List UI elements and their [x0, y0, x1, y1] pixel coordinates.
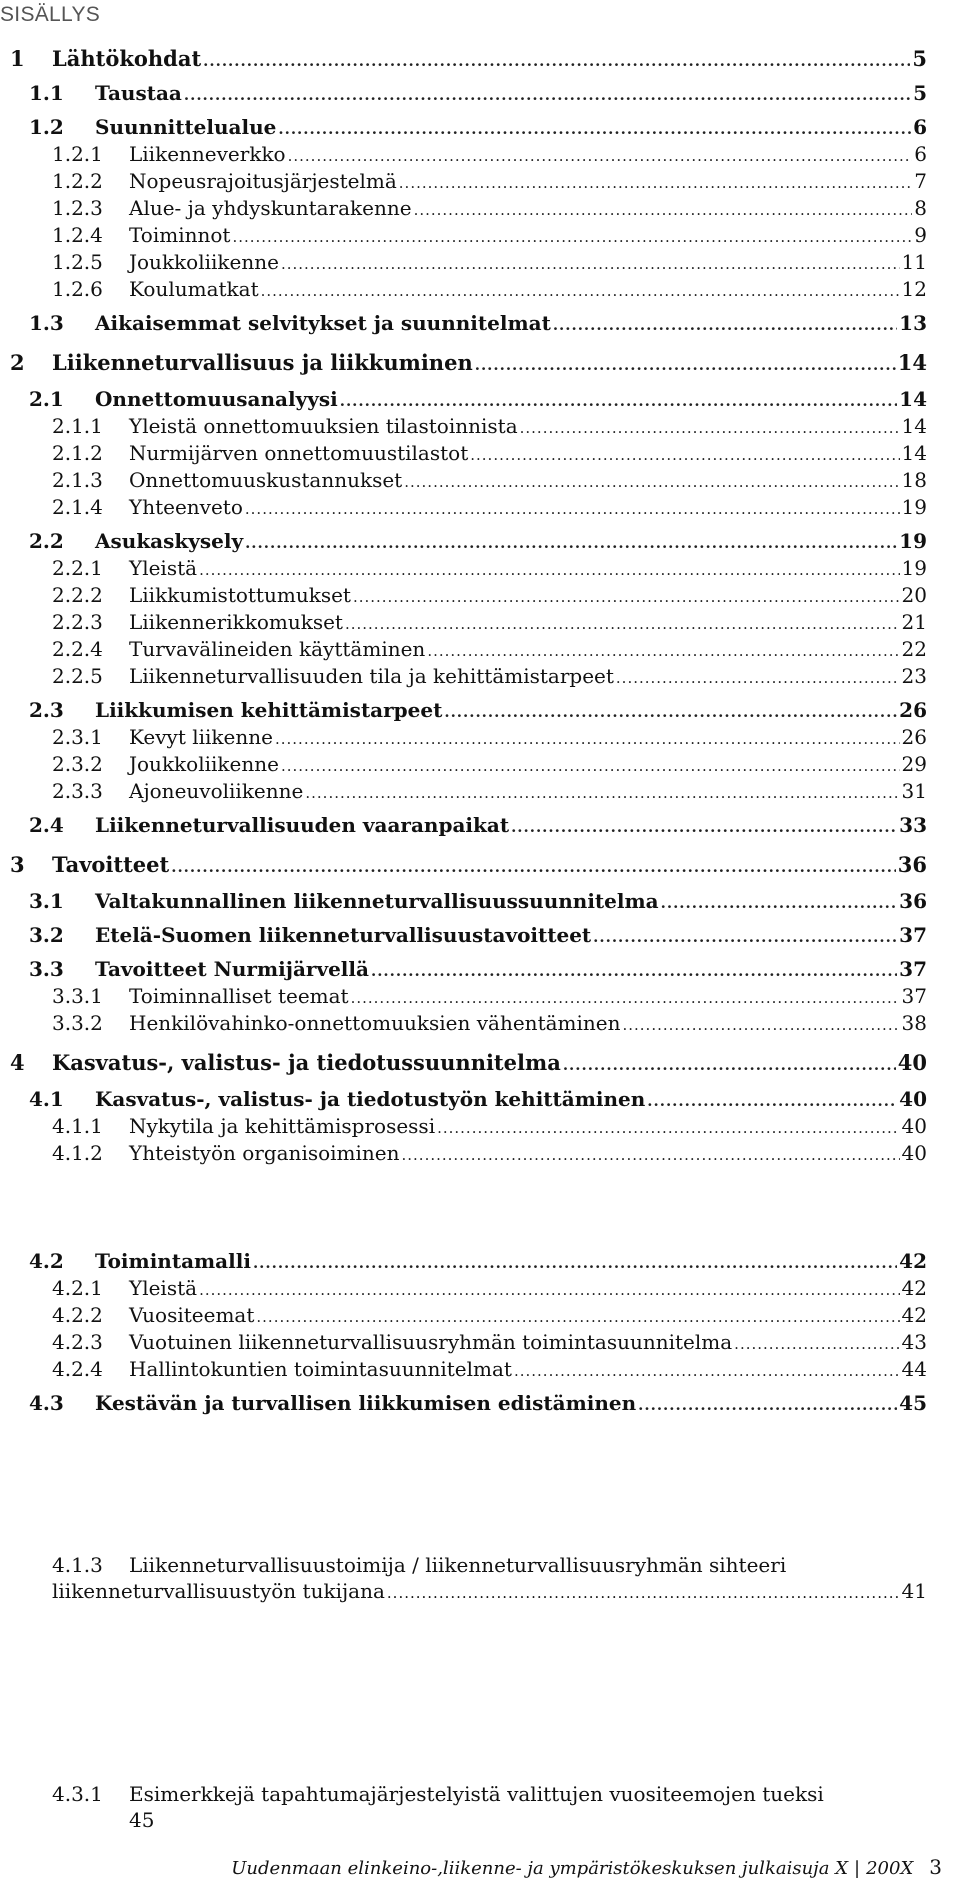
toc-entry-number: 1.2.2 [52, 169, 103, 193]
toc-entry[interactable] [29, 922, 927, 950]
toc-entry-page: 13 [899, 311, 927, 335]
toc-entry-page: 42 [901, 1303, 927, 1327]
toc-entry-number: 1.2.3 [52, 196, 103, 220]
toc-entry[interactable] [10, 852, 927, 880]
toc-leader-dots [622, 1012, 899, 1038]
toc-entry-title: Valtakunnallinen liikenneturvallisuussuunnitelma [95, 889, 659, 913]
toc-leader-dots [253, 1250, 897, 1276]
toc-leader-dots [475, 352, 896, 378]
toc-entry[interactable] [52, 467, 927, 495]
toc-entry[interactable] [52, 1302, 927, 1330]
toc-entry-page: 36 [897, 852, 927, 877]
toc-entry-number: 4.1.1 [52, 1114, 103, 1138]
toc-leader-dots [514, 1358, 900, 1384]
toc-leader-dots [399, 170, 912, 196]
toc-entry-number: 4.1.2 [52, 1141, 103, 1165]
toc-entry-number: 2.2.4 [52, 637, 103, 661]
toc-entry-title: Onnettomuusanalyysi [95, 387, 338, 411]
toc-entry-number: 2.3.3 [52, 779, 103, 803]
toc-leader-dots [305, 780, 899, 806]
toc-entry-title: Liikenneturvallisuus ja liikkuminen [52, 350, 473, 375]
toc-leader-dots [661, 890, 898, 916]
toc-entry[interactable] [29, 114, 927, 142]
toc-entry-page: 19 [901, 495, 927, 519]
toc-entry-page: 36 [899, 889, 927, 913]
toc-entry[interactable] [52, 440, 927, 468]
toc-entry-title: Esimerkkejä tapahtumajärjestelyistä valittujen vuositeemojen tueksi [129, 1782, 824, 1806]
toc-entry-number: 3.2 [29, 923, 64, 947]
toc-entry[interactable] [52, 724, 927, 752]
toc-entry-number: 1.2 [29, 115, 64, 139]
toc-entry[interactable] [52, 141, 927, 169]
toc-entry[interactable] [52, 249, 927, 277]
toc-entry-number: 2.2.5 [52, 664, 103, 688]
toc-entry-number: 2 [10, 350, 25, 375]
toc-entry-title: Aikaisemmat selvitykset ja suunnitelmat [95, 311, 551, 335]
toc-leader-dots [520, 415, 900, 441]
toc-entry-page: 40 [899, 1087, 927, 1111]
toc-leader-dots [593, 924, 897, 950]
toc-entry-page: 19 [901, 556, 927, 580]
toc-leader-dots [734, 1331, 899, 1357]
toc-entry[interactable] [52, 1275, 927, 1303]
toc-entry[interactable] [52, 1329, 927, 1357]
toc-entry-page: 45 [129, 1808, 155, 1832]
toc-entry-page: 14 [901, 441, 927, 465]
toc-entry-page: 19 [899, 529, 927, 553]
toc-entry-number: 2.1 [29, 387, 64, 411]
toc-entry-wrapped[interactable] [52, 1552, 927, 1606]
toc-entry-title: Liikenneverkko [129, 142, 286, 166]
toc-entry-number: 4 [10, 1050, 25, 1075]
toc-entry-page: 11 [901, 250, 927, 274]
toc-entry[interactable] [52, 582, 927, 610]
toc-leader-dots [199, 557, 899, 583]
toc-leader-dots [351, 985, 900, 1011]
toc-entry[interactable] [52, 609, 927, 637]
toc-entry-title: Kevyt liikenne [129, 725, 273, 749]
toc-entry-title: Yleistä onnettomuuksien tilastoinnista [129, 414, 518, 438]
page-heading: SISÄLLYS [0, 3, 101, 26]
toc-entry-title: Toimintamalli [95, 1249, 251, 1273]
toc-leader-dots [647, 1088, 897, 1114]
toc-entry-title: Yhteistyön organisoiminen [129, 1141, 400, 1165]
toc-leader-dots [245, 496, 900, 522]
toc-entry-page: 33 [899, 813, 927, 837]
toc-entry-title: Liikkumistottumukset [129, 583, 351, 607]
toc-entry-number: 4.2.4 [52, 1357, 103, 1381]
toc-leader-dots [387, 1580, 900, 1606]
toc-entry[interactable] [29, 386, 927, 414]
toc-entry[interactable] [52, 1010, 927, 1038]
footer-year: 200X [866, 1858, 914, 1879]
toc-leader-dots [353, 584, 900, 610]
toc-entry[interactable] [52, 555, 927, 583]
toc-entry[interactable] [29, 310, 927, 338]
toc-leader-dots [232, 224, 912, 250]
toc-entry-number: 2.2.1 [52, 556, 103, 580]
toc-entry-title: Joukkoliikenne [129, 250, 279, 274]
toc-entry[interactable] [52, 222, 927, 250]
toc-entry-page: 45 [899, 1391, 927, 1415]
toc-entry-title: Tavoitteet Nurmijärvellä [95, 957, 369, 981]
toc-entry-title: Yleistä [129, 1276, 198, 1300]
toc-entry-page: 40 [897, 1050, 927, 1075]
toc-entry-title: Liikenneturvallisuustoimija / liikenneturvallisuusryhmän sihteeri [129, 1553, 787, 1577]
toc-leader-dots [256, 1304, 899, 1330]
toc-entry-title: Vuotuinen liikenneturvallisuusryhmän toimintasuunnitelma [129, 1330, 733, 1354]
toc-entry-number: 4.3.1 [52, 1782, 103, 1806]
toc-entry-number: 4.3 [29, 1391, 64, 1415]
toc-entry[interactable] [52, 168, 927, 196]
toc-entry-title: Kasvatus-, valistus- ja tiedotustyön kehittäminen [95, 1087, 646, 1111]
toc-entry-number: 1.2.6 [52, 277, 103, 301]
toc-entry[interactable] [29, 1390, 927, 1418]
toc-entry[interactable] [52, 1140, 927, 1168]
page-footer [231, 1855, 942, 1879]
toc-entry-title: Liikenneturvallisuuden vaaranpaikat [95, 813, 510, 837]
toc-entry-number: 1.3 [29, 311, 64, 335]
toc-entry-title: Suunnittelualue [95, 115, 277, 139]
footer-publication-text: Uudenmaan elinkeino-,liikenne- ja ympäristökeskuksen julkaisuja X [231, 1858, 849, 1879]
toc-entry-page: 14 [897, 350, 927, 375]
toc-entry[interactable] [52, 276, 927, 304]
toc-entry-title: Ajoneuvoliikenne [129, 779, 304, 803]
toc-entry-number: 4.2.2 [52, 1303, 103, 1327]
toc-entry-page: 9 [914, 223, 927, 247]
toc-entry-title: Lähtökohdat [52, 46, 202, 71]
toc-leader-dots [444, 699, 897, 725]
toc-entry-page: 37 [901, 984, 927, 1008]
toc-entry-number: 2.2.3 [52, 610, 103, 634]
toc-entry-number: 2.4 [29, 813, 64, 837]
toc-entry[interactable] [29, 697, 927, 725]
toc-entry-title-continued: liikenneturvallisuustyön tukijana [52, 1579, 385, 1603]
toc-entry-title: Nykytila ja kehittämisprosessi [129, 1114, 436, 1138]
toc-entry[interactable] [29, 812, 927, 840]
toc-entry[interactable] [52, 494, 927, 522]
toc-entry-page: 31 [901, 779, 927, 803]
toc-leader-dots [184, 82, 911, 108]
toc-entry-page: 20 [901, 583, 927, 607]
toc-leader-dots [404, 469, 899, 495]
toc-entry-title: Hallintokuntien toimintasuunnitelmat [129, 1357, 512, 1381]
toc-entry[interactable] [10, 350, 927, 378]
toc-leader-dots [199, 1277, 899, 1303]
toc-leader-dots [281, 753, 900, 779]
toc-entry-page: 37 [899, 957, 927, 981]
toc-leader-dots [340, 388, 897, 414]
toc-entry[interactable] [52, 1356, 927, 1384]
toc-entry-page: 29 [901, 752, 927, 776]
toc-leader-dots [511, 814, 897, 840]
toc-entry-title: Kasvatus-, valistus- ja tiedotussuunnitelma [52, 1050, 561, 1075]
toc-entry[interactable] [52, 413, 927, 441]
toc-entry-number: 2.1.2 [52, 441, 103, 465]
toc-leader-dots [437, 1115, 899, 1141]
toc-entry-number: 3 [10, 852, 25, 877]
toc-entry-title: Liikkumisen kehittämistarpeet [95, 698, 443, 722]
toc-entry[interactable] [10, 46, 927, 74]
toc-entry-number: 4.2 [29, 1249, 64, 1273]
toc-entry-title: Onnettomuuskustannukset [129, 468, 403, 492]
toc-entry-title: Toiminnalliset teemat [129, 984, 349, 1008]
toc-entry[interactable] [29, 888, 927, 916]
toc-entry-number: 2.2.2 [52, 583, 103, 607]
toc-entry[interactable] [29, 80, 927, 108]
toc-entry-number: 2.3.1 [52, 725, 103, 749]
toc-entry-number: 3.3.1 [52, 984, 103, 1008]
toc-entry-number: 1 [10, 46, 25, 71]
toc-entry-page: 6 [913, 115, 927, 139]
toc-entry-number: 4.1 [29, 1087, 64, 1111]
toc-entry-page: 5 [913, 81, 927, 105]
toc-entry-page: 43 [901, 1330, 927, 1354]
toc-entry-page: 5 [912, 46, 927, 71]
toc-entry[interactable] [29, 528, 927, 556]
toc-entry[interactable] [52, 195, 927, 223]
toc-entry-page: 14 [899, 387, 927, 411]
toc-leader-dots [553, 312, 897, 338]
toc-entry-title: Taustaa [95, 81, 182, 105]
toc-entry[interactable] [29, 956, 927, 984]
toc-entry-number: 2.1.3 [52, 468, 103, 492]
toc-leader-dots [345, 611, 900, 637]
toc-leader-dots [563, 1052, 896, 1078]
toc-leader-dots [616, 665, 900, 691]
toc-entry-number: 2.1.4 [52, 495, 103, 519]
toc-entry-title: Liikennerikkomukset [129, 610, 343, 634]
toc-entry-page: 38 [901, 1011, 927, 1035]
toc-entry-number: 4.2.3 [52, 1330, 103, 1354]
toc-entry-title: Yhteenveto [129, 495, 243, 519]
toc-leader-dots [281, 251, 900, 277]
toc-entry-number: 2.2 [29, 529, 64, 553]
toc-entry-page: 12 [901, 277, 927, 301]
toc-entry-title: Henkilövahinko-onnettomuuksien vähentäminen [129, 1011, 621, 1035]
toc-entry-page: 21 [901, 610, 927, 634]
toc-entry-page: 22 [901, 637, 927, 661]
toc-leader-dots [245, 530, 897, 556]
toc-entry-page: 23 [901, 664, 927, 688]
toc-entry-title: Tavoitteet [52, 852, 170, 877]
toc-entry-number: 1.2.1 [52, 142, 103, 166]
toc-entry-page: 26 [901, 725, 927, 749]
toc-entry-page: 7 [914, 169, 927, 193]
toc-leader-dots [288, 143, 913, 169]
toc-leader-dots [427, 638, 899, 664]
toc-entry-last[interactable] [52, 1781, 927, 1833]
toc-entry[interactable] [29, 1248, 927, 1276]
toc-entry-page: 42 [901, 1276, 927, 1300]
toc-entry[interactable] [52, 778, 927, 806]
toc-entry-number: 1.2.5 [52, 250, 103, 274]
toc-leader-dots [470, 442, 899, 468]
toc-entry-page: 44 [901, 1357, 927, 1381]
toc-entry-page: 42 [899, 1249, 927, 1273]
toc-entry-number: 2.3.2 [52, 752, 103, 776]
toc-entry[interactable] [52, 751, 927, 779]
toc-leader-dots [278, 116, 911, 142]
toc-entry-title: Alue- ja yhdyskuntarakenne [129, 196, 412, 220]
toc-entry-title: Asukaskysely [95, 529, 244, 553]
toc-entry-page: 26 [899, 698, 927, 722]
toc-entry[interactable] [10, 1050, 927, 1078]
toc-entry-title: Turvavälineiden käyttäminen [129, 637, 426, 661]
toc-entry-number: 3.3 [29, 957, 64, 981]
toc-entry-title: Koulumatkat [129, 277, 259, 301]
toc-entry-number: 1.2.4 [52, 223, 103, 247]
toc-entry-title: Joukkoliikenne [129, 752, 279, 776]
toc-entry-number: 4.1.3 [52, 1553, 103, 1577]
toc-entry[interactable] [52, 663, 927, 691]
toc-leader-dots [414, 197, 913, 223]
toc-leader-dots [402, 1142, 900, 1168]
toc-entry[interactable] [52, 983, 927, 1011]
toc-entry-number: 1.1 [29, 81, 64, 105]
toc-leader-dots [203, 48, 910, 74]
footer-page-number: 3 [929, 1855, 942, 1879]
toc-entry-page: 8 [914, 196, 927, 220]
toc-entry-page: 40 [901, 1114, 927, 1138]
toc-entry-page: 6 [914, 142, 927, 166]
toc-entry-number: 3.1 [29, 889, 64, 913]
toc-entry-page: 14 [901, 414, 927, 438]
toc-entry-title: Etelä-Suomen liikenneturvallisuustavoitteet [95, 923, 592, 947]
toc-entry-title: Vuositeemat [129, 1303, 255, 1327]
toc-entry-number: 3.3.2 [52, 1011, 103, 1035]
toc-entry-title: Toiminnot [129, 223, 231, 247]
toc-leader-dots [371, 958, 897, 984]
toc-entry-page: 40 [901, 1141, 927, 1165]
toc-entry-page: 18 [901, 468, 927, 492]
toc-entry-number: 2.3 [29, 698, 64, 722]
toc-entry[interactable] [52, 1113, 927, 1141]
toc-entry-number: 2.1.1 [52, 414, 103, 438]
toc-entry-page: 37 [899, 923, 927, 947]
toc-entry-page: 41 [901, 1579, 927, 1603]
toc-entry-title: Liikenneturvallisuuden tila ja kehittämistarpeet [129, 664, 614, 688]
toc-entry-number: 4.2.1 [52, 1276, 103, 1300]
toc-entry-title: Kestävän ja turvallisen liikkumisen edistäminen [95, 1391, 637, 1415]
toc-entry[interactable] [52, 636, 927, 664]
toc-entry-title: Nurmijärven onnettomuustilastot [129, 441, 469, 465]
toc-leader-dots [275, 726, 900, 752]
footer-separator: | [854, 1858, 861, 1879]
toc-entry-title: Yleistä [129, 556, 198, 580]
toc-entry[interactable] [29, 1086, 927, 1114]
toc-leader-dots [171, 854, 896, 880]
toc-entry-title: Nopeusrajoitusjärjestelmä [129, 169, 397, 193]
toc-leader-dots [638, 1392, 897, 1418]
toc-leader-dots [261, 278, 900, 304]
